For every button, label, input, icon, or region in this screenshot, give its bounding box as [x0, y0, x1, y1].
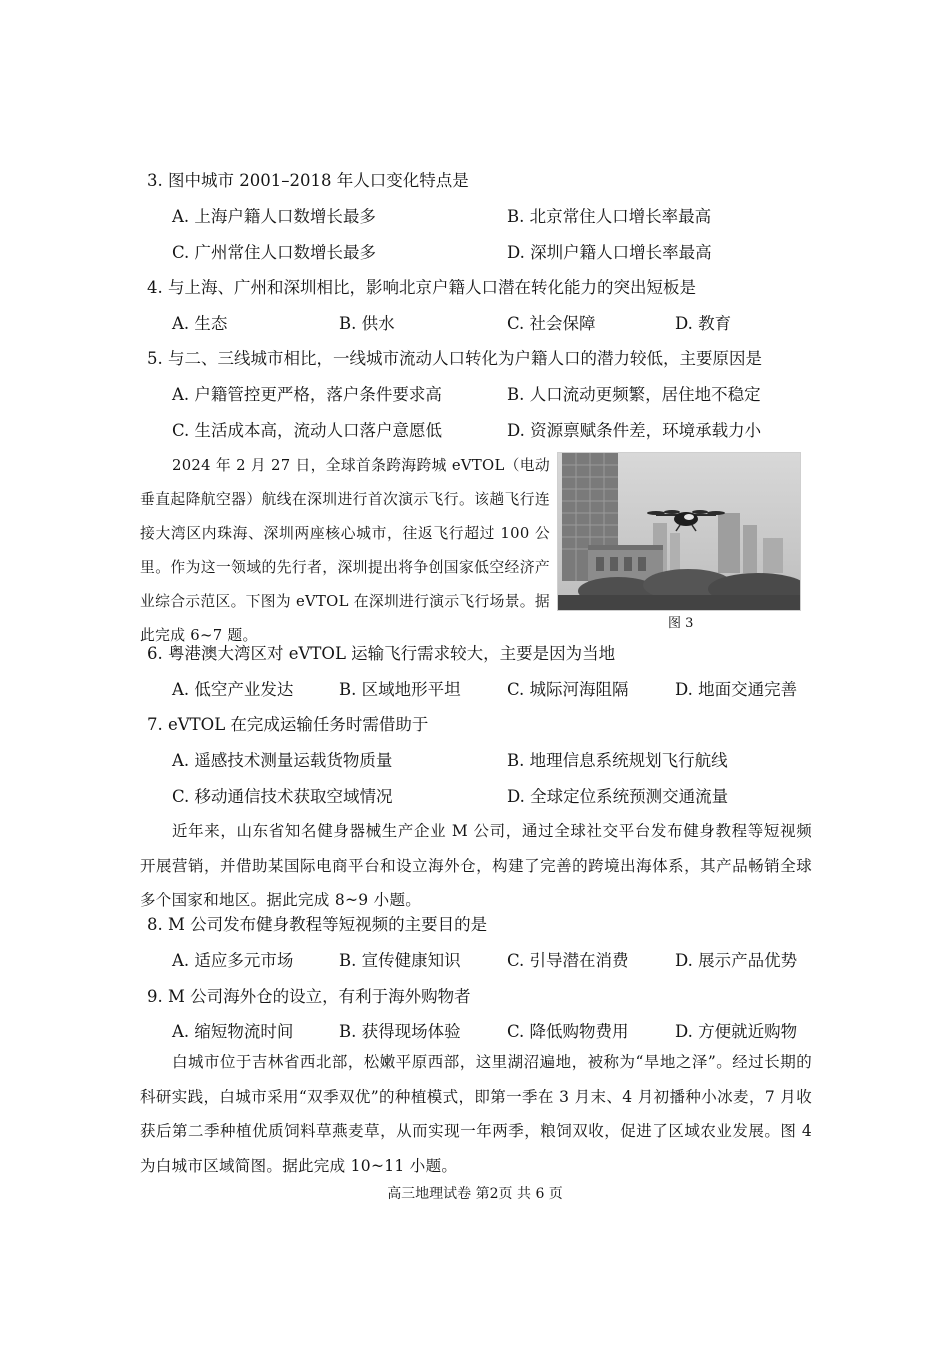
q3-option-a: A. 上海户籍人口数增长最多 — [172, 207, 376, 226]
q5-option-d: D. 资源禀赋条件差，环境承载力小 — [507, 421, 762, 440]
q5-option-c: C. 生活成本高，流动人口落户意愿低 — [172, 421, 443, 440]
q8-option-c: C. 引导潜在消费 — [507, 951, 629, 970]
figure-3-caption: 图 3 — [668, 616, 694, 631]
q4-option-a: A. 生态 — [172, 314, 228, 333]
q5-option-a: A. 户籍管控更严格，落户条件要求高 — [172, 385, 442, 404]
q6-option-a: A. 低空产业发达 — [172, 680, 294, 699]
q7-stem: 7. eVTOL 在完成运输任务时需借助于 — [147, 715, 429, 734]
figure-3-photo — [557, 452, 801, 611]
page-footer: 高三地理试卷 第2页 共 6 页 — [387, 1186, 563, 1202]
q3-option-d: D. 深圳户籍人口增长率最高 — [507, 243, 712, 262]
q7-option-d: D. 全球定位系统预测交通流量 — [507, 787, 729, 806]
q9-option-c: C. 降低购物费用 — [507, 1022, 629, 1041]
intro-paragraph-6-7: 2024 年 2 月 27 日，全球首条跨海跨城 eVTOL（电动垂直起降航空器）航线在深圳进行首次演示飞行。该趟飞行连接大湾区内珠海、深圳两座核心城市，往返飞行超过 100 公里。作为这一领域的先行者，深圳提出将争创国家低空经济产业综合示范区。下图为 eVTOL 在深圳进行演示飞行场景。据此完成 6~7 题。 — [140, 457, 551, 644]
q6-option-d: D. 地面交通完善 — [675, 680, 798, 699]
q4-option-b: B. 供水 — [339, 314, 395, 333]
q6-option-b: B. 区域地形平坦 — [339, 680, 461, 699]
q4-option-d: D. 教育 — [675, 314, 732, 333]
q5-stem: 5. 与二、三线城市相比，一线城市流动人口转化为户籍人口的潜力较低，主要原因是 — [147, 349, 762, 368]
q8-option-b: B. 宣传健康知识 — [339, 951, 461, 970]
q8-option-a: A. 适应多元市场 — [172, 951, 294, 970]
q8-option-d: D. 展示产品优势 — [675, 951, 798, 970]
q6-option-c: C. 城际河海阻隔 — [507, 680, 629, 699]
q3-option-c: C. 广州常住人口数增长最多 — [172, 243, 377, 262]
q5-option-b: B. 人口流动更频繁，居住地不稳定 — [507, 385, 761, 404]
q4-stem: 4. 与上海、广州和深圳相比，影响北京户籍人口潜在转化能力的突出短板是 — [147, 278, 696, 297]
q3-stem: 3. 图中城市 2001–2018 年人口变化特点是 — [147, 171, 469, 190]
q9-option-a: A. 缩短物流时间 — [172, 1022, 294, 1041]
q7-option-b: B. 地理信息系统规划飞行航线 — [507, 751, 728, 770]
q9-stem: 9. M 公司海外仓的设立，有利于海外购物者 — [147, 987, 471, 1006]
q3-option-b: B. 北京常住人口增长率最高 — [507, 207, 712, 226]
q7-option-c: C. 移动通信技术获取空域情况 — [172, 787, 393, 806]
q9-option-d: D. 方便就近购物 — [675, 1022, 798, 1041]
q9-option-b: B. 获得现场体验 — [339, 1022, 461, 1041]
intro-paragraph-8-9: 近年来，山东省知名健身器械生产企业 M 公司，通过全球社交平台发布健身教程等短视频开展营销，并借助某国际电商平台和设立海外仓，构建了完善的跨境出海体系，其产品畅销全球多个国家和地区。据此完成 8~9 小题。 — [140, 822, 812, 909]
q7-option-a: A. 遥感技术测量运载货物质量 — [172, 751, 393, 770]
q4-option-c: C. 社会保障 — [507, 314, 596, 333]
intro-paragraph-10-11: 白城市位于吉林省西北部，松嫩平原西部，这里湖沼遍地，被称为“旱地之泽”。经过长期的科研实践，白城市采用“双季双优”的种植模式，即第一季在 3 月末、4 月初播种小冰麦，7 月收获后第二季种植优质饲料草燕麦草，从而实现一年两季，粮饲双收，促进了区域农业发展。图 4 为白城市区域简图。据此完成 10~11 小题。 — [140, 1053, 812, 1175]
q8-stem: 8. M 公司发布健身教程等短视频的主要目的是 — [147, 915, 488, 934]
q6-stem: 6. 粤港澳大湾区对 eVTOL 运输飞行需求较大，主要是因为当地 — [147, 644, 616, 663]
